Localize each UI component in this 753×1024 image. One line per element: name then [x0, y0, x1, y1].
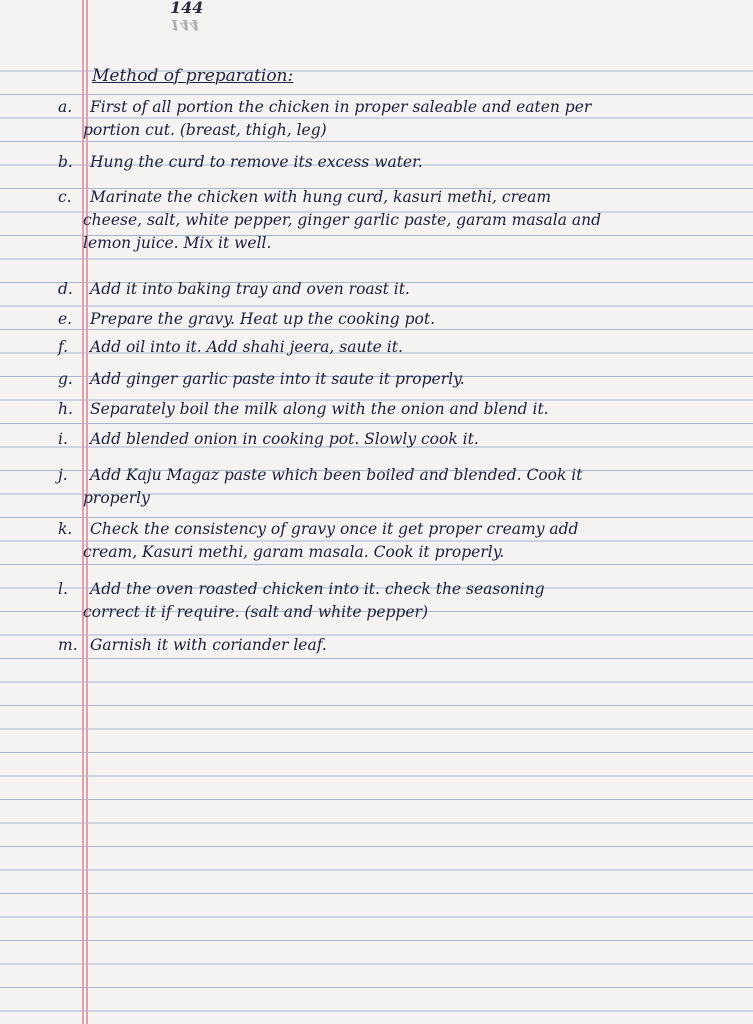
step-line: Add ginger garlic paste into it saute it properly. — [90, 370, 465, 388]
step-line: Check the consistency of gravy once it get proper creamy add — [90, 520, 579, 538]
step-line: First of all portion the chicken in proper saleable and eaten per — [90, 98, 592, 116]
step-marker: j. — [58, 466, 68, 484]
page-number-text: 144 — [170, 0, 204, 17]
step-marker: b. — [58, 153, 73, 171]
step-line: Add it into baking tray and oven roast it. — [90, 280, 410, 298]
step-marker: h. — [58, 400, 73, 418]
step-marker: i. — [58, 430, 68, 448]
step-line: Add Kaju Magaz paste which been boiled and blended. Cook it — [90, 466, 583, 484]
step-marker: m. — [58, 636, 78, 654]
step-line: Add blended onion in cooking pot. Slowly cook it. — [90, 430, 479, 448]
step-line: Hung the curd to remove its excess water. — [90, 153, 423, 171]
step-line: Prepare the gravy. Heat up the cooking pot. — [90, 310, 436, 328]
margin-line — [86, 0, 88, 1024]
step-marker: e. — [58, 310, 73, 328]
step-line: portion cut. (breast, thigh, leg) — [83, 121, 327, 139]
step-line: cheese, salt, white pepper, ginger garlic paste, garam masala and — [83, 211, 602, 229]
page-top-margin — [0, 0, 753, 52]
step-line: Garnish it with coriander leaf. — [90, 636, 327, 654]
step-line: Marinate the chicken with hung curd, kasuri methi, cream — [90, 188, 552, 206]
step-line: Separately boil the milk along with the onion and blend it. — [90, 400, 549, 418]
step-marker: f. — [58, 338, 69, 356]
step-line: cream, Kasuri methi, garam masala. Cook it properly. — [83, 543, 505, 561]
step-line: Add oil into it. Add shahi jeera, saute it. — [90, 338, 403, 356]
page-number-bleed-through: 144 — [170, 16, 200, 32]
step-line: properly — [83, 489, 150, 507]
step-line: Add the oven roasted chicken into it. check the seasoning — [90, 580, 545, 598]
step-line: lemon juice. Mix it well. — [83, 234, 272, 252]
step-marker: c. — [58, 188, 72, 206]
step-marker: l. — [58, 580, 68, 598]
step-marker: d. — [58, 280, 73, 298]
method-heading: Method of preparation: — [92, 66, 294, 86]
step-line: correct it if require. (salt and white pepper) — [83, 603, 428, 621]
page-number — [170, 0, 230, 34]
step-marker: a. — [58, 98, 73, 116]
step-marker: k. — [58, 520, 73, 538]
step-marker: g. — [58, 370, 73, 388]
